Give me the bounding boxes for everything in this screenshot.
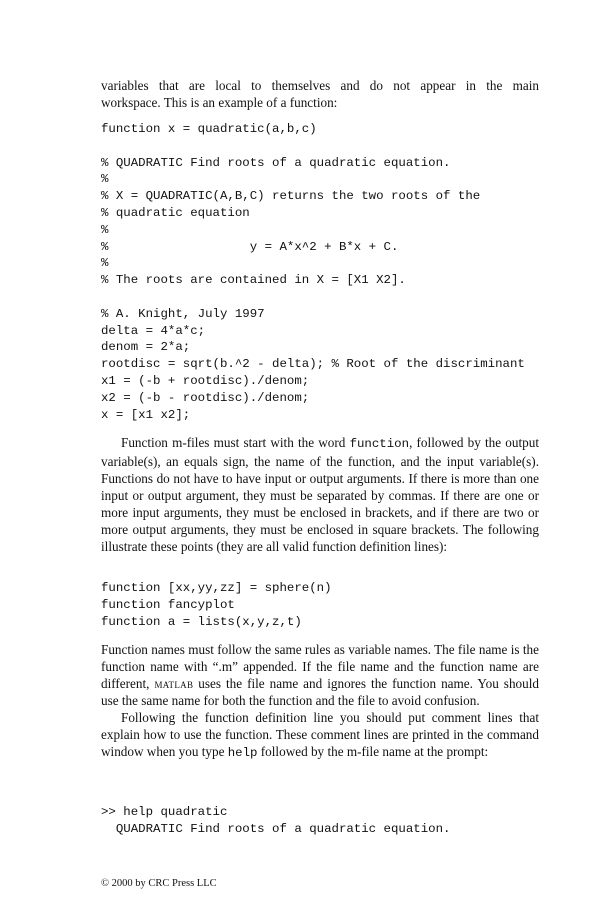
code-line: % X = QUADRATIC(A,B,C) returns the two roots of the bbox=[101, 189, 481, 204]
help-comments-text-end: followed by the m-file name at the prompt: bbox=[257, 744, 489, 759]
help-comments-text bbox=[101, 709, 539, 762]
code-line: % QUADRATIC Find roots of a quadratic equation. bbox=[101, 155, 451, 170]
function-names-text-end: uses the file name and ignores the function name. You should use the same name for both the function and the file to avoid confusion. bbox=[101, 676, 539, 708]
code-line: % bbox=[101, 256, 109, 271]
quadratic-code-listing bbox=[101, 121, 525, 423]
intro-line-1: variables that are local to themselves and do not appear in the main bbox=[101, 78, 539, 93]
code-line bbox=[101, 289, 525, 306]
function-names-paragraph bbox=[101, 641, 539, 762]
code-line bbox=[101, 138, 525, 155]
function-names-text-start: Function names must follow the same rules as variable names. The file name is the function name with “.m” appended. If the file name and the function name are different, bbox=[101, 642, 539, 691]
code-line: % quadratic equation bbox=[101, 205, 250, 220]
mfile-rules-paragraph bbox=[101, 434, 539, 555]
mfile-rules-text-end: , followed by the output variable(s), an equals sign, the name of the function, and the input variable(s). Functions do not have to have input or output arguments. If there is more than one input or output argument, they must be separated by commas. If there are one or more input arguments, they must be enclosed in brackets, and if there are two or more output arguments, they must be enclosed in square brackets. The following illustrate these points (they are all valid function definition lines): bbox=[101, 435, 539, 554]
code-line: % bbox=[101, 222, 109, 237]
code-line: % bbox=[101, 172, 109, 187]
help-comments-text-start: Following the function definition line you should put comment lines that explain how to use the function. These comment lines are printed in the command window when you type bbox=[101, 710, 539, 759]
code-line: function a = lists(x,y,z,t) bbox=[101, 614, 302, 629]
code-line: x = [x1 x2]; bbox=[101, 407, 191, 422]
code-line: delta = 4*a*c; bbox=[101, 323, 206, 338]
code-line: denom = 2*a; bbox=[101, 340, 191, 355]
code-line: x1 = (-b + rootdisc)./denom; bbox=[101, 373, 310, 388]
code-line: QUADRATIC Find roots of a quadratic equation. bbox=[101, 821, 451, 836]
function-definition-examples bbox=[101, 580, 332, 630]
code-line: function [xx,yy,zz] = sphere(n) bbox=[101, 581, 332, 595]
matlab-name: matlab bbox=[154, 676, 194, 691]
help-command-example bbox=[101, 804, 450, 838]
code-line: function x = quadratic(a,b,c) bbox=[101, 122, 317, 136]
function-keyword: function bbox=[349, 437, 410, 451]
help-keyword: help bbox=[227, 746, 258, 760]
function-names-text bbox=[101, 641, 539, 709]
mfile-rules-text bbox=[101, 434, 539, 555]
intro-paragraph bbox=[101, 77, 539, 111]
copyright-footer: © 2000 by CRC Press LLC bbox=[101, 878, 217, 889]
code-line: function fancyplot bbox=[101, 597, 235, 612]
code-line: rootdisc = sqrt(b.^2 - delta); % Root of the discriminant bbox=[101, 357, 525, 372]
code-line: % The roots are contained in X = [X1 X2]. bbox=[101, 273, 406, 288]
code-line: x2 = (-b - rootdisc)./denom; bbox=[101, 390, 310, 405]
mfile-rules-text-start: Function m-files must start with the word bbox=[121, 435, 350, 450]
code-line: % y = A*x^2 + B*x + C. bbox=[101, 239, 399, 254]
code-line: % A. Knight, July 1997 bbox=[101, 306, 265, 321]
code-line: >> help quadratic bbox=[101, 805, 228, 819]
intro-line-2: workspace. This is an example of a function: bbox=[101, 95, 338, 110]
